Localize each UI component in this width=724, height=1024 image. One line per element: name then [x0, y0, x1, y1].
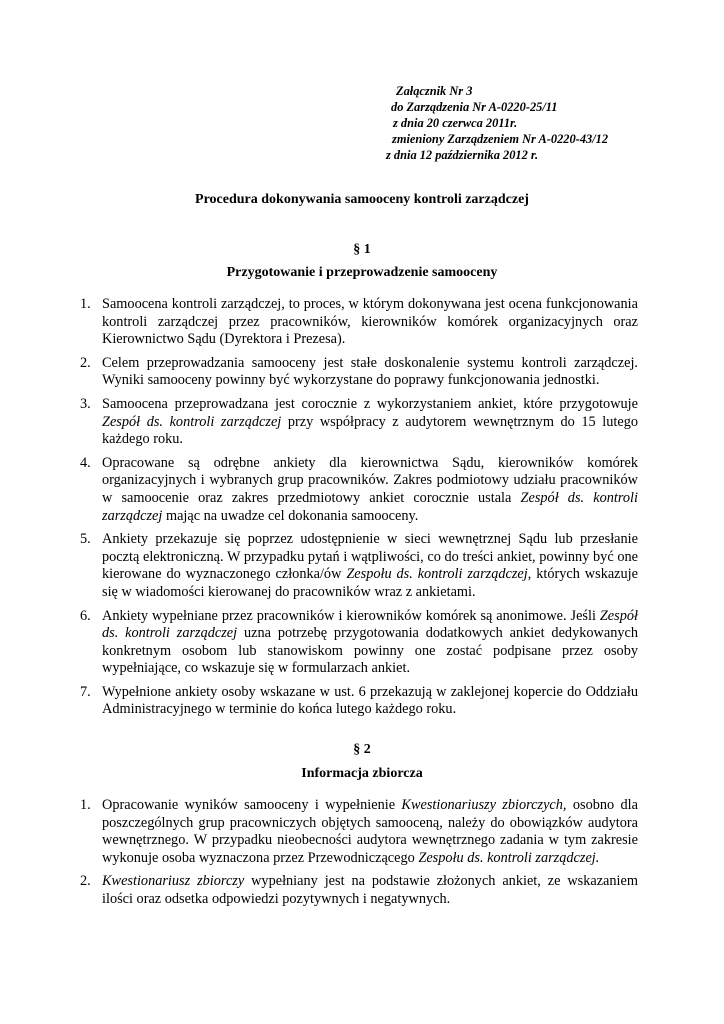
section-1-heading: Przygotowanie i przeprowadzenie samooceny — [226, 265, 498, 280]
item-text: Opracowane są odrębne ankiety dla kierownictwa Sądu, kierowników komórek organizacyjnych i wybranych grup pracowników. Zakres podmiotowy udziału pracowników w samoocenie oraz zakres przedmiotowy ankiet corocznie ustala — [102, 454, 638, 506]
item-text: osobno dla poszczególnych grup pracowniczych objętych samooceną, należy do obowiązków audytora wewnętrznego. W przypadku nieobecności audytora wewnętrznego zadania w tym zakresie wykonuje osoba wyznaczona przez Przewodniczącego — [102, 797, 638, 866]
item-text: Wypełnione ankiety osoby wskazane w ust. 6 przekazują w zaklejonej kopercie do Oddziału Administracyjnego w terminie do końca lutego każdego roku. — [102, 683, 638, 718]
list-item — [80, 531, 638, 601]
list-item — [80, 797, 638, 867]
list-item — [80, 296, 638, 349]
item-number: 4. — [80, 454, 91, 471]
section-1-list — [80, 296, 638, 725]
list-item — [80, 396, 638, 449]
section-2-list — [80, 797, 638, 915]
section-2-heading: Informacja zbiorcza — [301, 766, 423, 781]
item-number: 3. — [80, 395, 91, 412]
item-text: Ankiety wypełniane przez pracowników i kierowników komórek są anonimowe. Jeśli — [102, 607, 600, 624]
item-text: wypełniany jest na podstawie złożonych ankiet, ze wskazaniem ilości oraz odsetka odpowiedzi pozytywnych i negatywnych. — [102, 873, 638, 907]
item-text-italic: Zespołu ds. kontroli zarządczej. — [418, 849, 600, 866]
item-number: 2. — [80, 354, 91, 371]
list-item — [80, 873, 638, 908]
header-line: Załącznik Nr 3 — [396, 84, 473, 98]
attachment-header — [384, 83, 608, 163]
header-line: z dnia 12 października 2012 r. — [386, 148, 539, 162]
item-text-italic: Zespołu ds. kontroli zarządczej — [346, 566, 528, 583]
section-1-number: § 1 — [353, 242, 371, 257]
item-text-italic: Zespół ds. kontroli zarządczej — [102, 607, 638, 642]
header-line: zmieniony Zarządzeniem Nr A-0220-43/12 — [392, 132, 609, 146]
list-item — [80, 684, 638, 719]
item-text: Ankiety przekazuje się poprzez udostępnienie w sieci wewnętrznej Sądu lub przesłanie pocztą elektroniczną. W przypadku pytań i wątpliwości, co do treści ankiet, powinny być one kierowane do wyznaczonego członka/ów — [102, 531, 638, 583]
item-number: 2. — [80, 873, 91, 890]
item-number: 5. — [80, 531, 91, 548]
item-text: Celem przeprowadzania samooceny jest stałe doskonalenie systemu kontroli zarządczej. Wyniki samooceny powinny być wykorzystane do poprawy funkcjonowania jednostki. — [102, 354, 638, 389]
item-number: 1. — [80, 797, 91, 813]
list-item — [80, 455, 638, 525]
item-number: 6. — [80, 607, 91, 624]
section-2-number: § 2 — [353, 742, 371, 757]
item-text-italic: Kwestionariuszy zbiorczych, — [401, 797, 567, 813]
item-text: Samoocena kontroli zarządczej, to proces, w którym dokonywana jest ocena funkcjonowania kontroli zarządczej przez pracowników, kierowników komórek organizacyjnych oraz Kierownictwo Sądu (Dyrektora i Prezesa). — [102, 296, 638, 348]
item-text: Opracowanie wyników samooceny i wypełnienie — [102, 797, 402, 813]
document-title: Procedura dokonywania samooceny kontroli zarządczej — [195, 192, 529, 207]
list-item — [80, 355, 638, 390]
item-text-italic: Zespół ds. kontroli zarządczej — [102, 413, 282, 430]
item-text: Samoocena przeprowadzana jest corocznie z wykorzystaniem ankiet, które przygotowuje — [102, 395, 638, 412]
list-item — [80, 608, 638, 678]
item-text: mając na uwadze cel dokonania samooceny. — [162, 507, 419, 524]
item-text-italic: Zespół ds. kontroli zarządczej — [102, 489, 638, 524]
item-text-italic: Kwestionariusz zbiorczy — [102, 873, 245, 890]
header-line: do Zarządzenia Nr A-0220-25/11 — [391, 100, 558, 114]
item-text: uzna potrzebę przygotowania dodatkowych ankiet dedykowanych konkretnym osobom lub stanowiskom powinny one zostać podpisane przez osoby wypełniające, co wskazuje się w formularzach ankiet. — [102, 625, 638, 677]
item-text: , których wskazuje się w wiadomości kierowanej do pracowników wraz z ankietami. — [102, 566, 638, 600]
item-number: 1. — [80, 296, 91, 312]
item-text: przy współpracy z audytorem wewnętrznym do 15 lutego każdego roku. — [102, 413, 639, 448]
item-number: 7. — [80, 683, 91, 700]
header-line: z dnia 20 czerwca 2011r. — [393, 116, 518, 130]
